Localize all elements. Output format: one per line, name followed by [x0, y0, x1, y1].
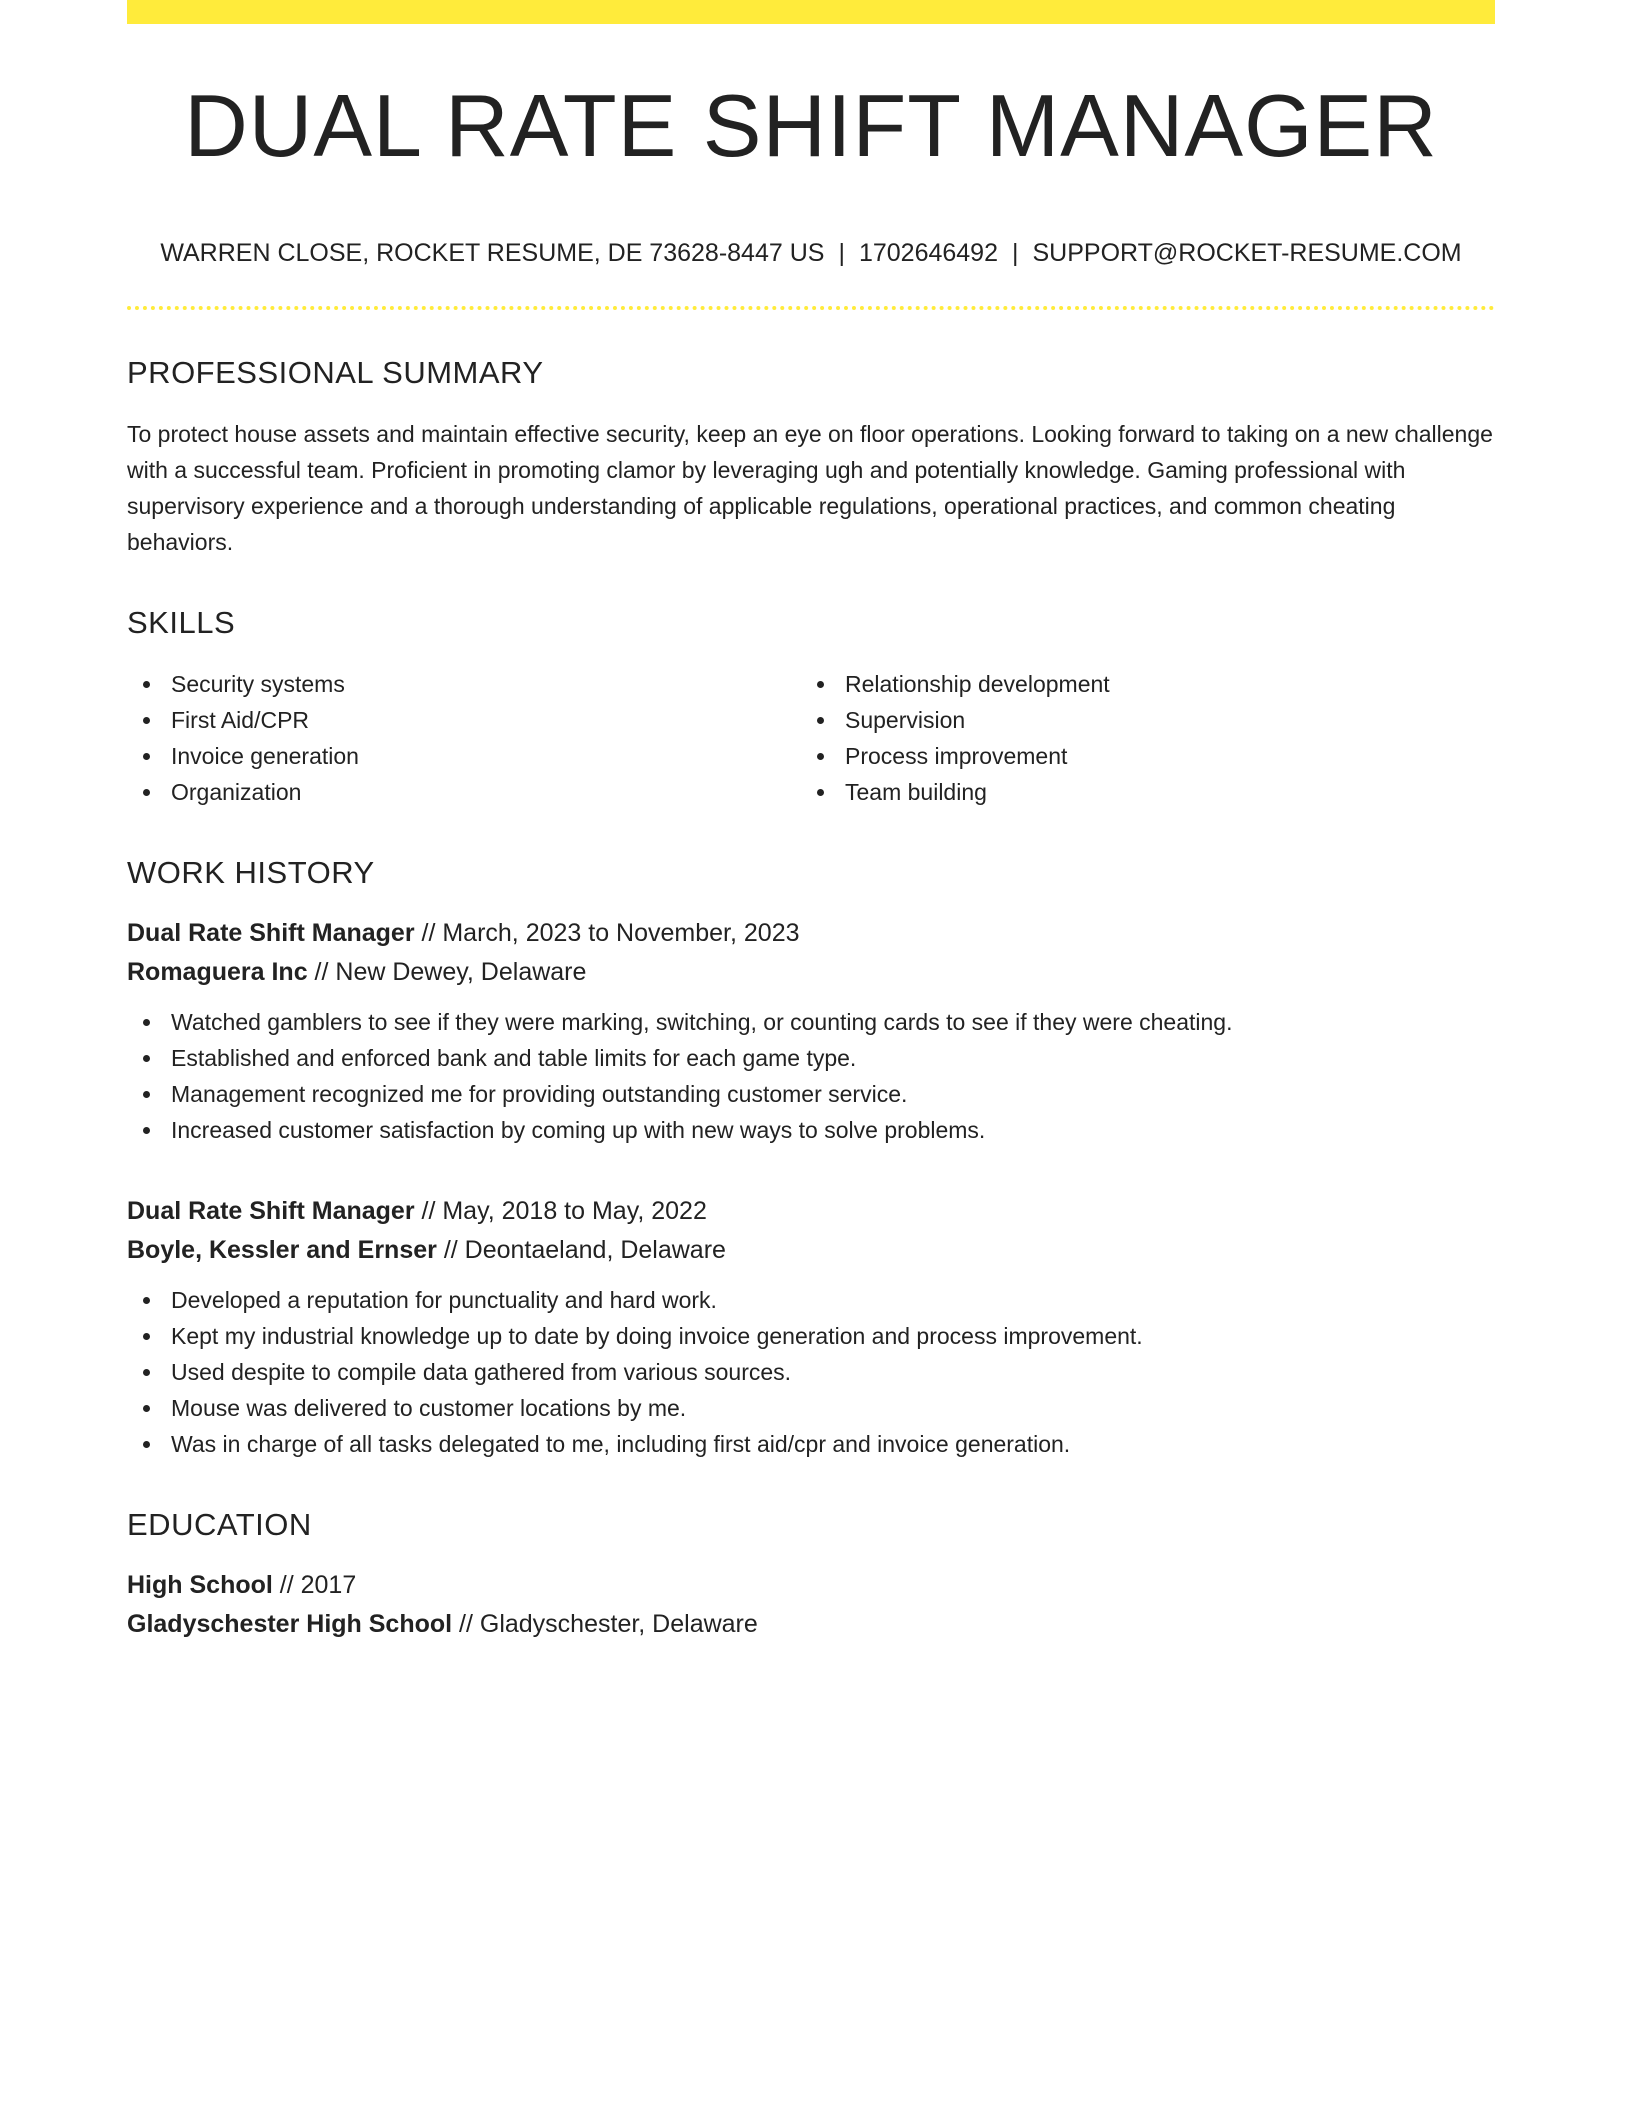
job-bullet-text: Established and enforced bank and table limits for each game type.: [171, 1045, 857, 1072]
summary-heading: PROFESSIONAL SUMMARY: [127, 355, 544, 390]
skills-columns: [127, 666, 1495, 810]
bullet-icon: [143, 717, 150, 724]
skills-section: [127, 606, 1495, 810]
education-school-line: [127, 1605, 1495, 1644]
bullet-icon: [817, 789, 824, 796]
job-role: Dual Rate Shift Manager: [127, 1197, 415, 1226]
job-entry: [127, 1192, 1495, 1462]
skill-label: Team building: [845, 779, 987, 806]
resume-page: [127, 0, 1495, 1644]
education-entry: [127, 1566, 1495, 1644]
education-school: Gladyschester High School: [127, 1610, 453, 1639]
education-heading: EDUCATION: [127, 1507, 312, 1543]
contact-separator: |: [838, 239, 845, 267]
job-bullet-text: Used despite to compile data gathered from various sources.: [171, 1359, 792, 1386]
job-bullet: [127, 1390, 1495, 1426]
job-bullet-text: Developed a reputation for punctuality and hard work.: [171, 1287, 717, 1314]
bullet-icon: [143, 1405, 150, 1412]
education-degree: High School: [127, 1571, 273, 1600]
job-title-line: [127, 914, 1495, 953]
education-location: // Gladyschester, Delaware: [452, 1610, 758, 1639]
dotted-divider: [127, 306, 1495, 310]
job-bullet-list: [127, 1282, 1495, 1462]
job-company: Romaguera Inc: [127, 958, 308, 987]
work-history-heading: WORK HISTORY: [127, 855, 375, 891]
skill-label: Organization: [171, 779, 302, 806]
bullet-icon: [143, 1127, 150, 1134]
accent-top-bar: [127, 0, 1495, 24]
skill-label: First Aid/CPR: [171, 707, 310, 734]
bullet-icon: [143, 1091, 150, 1098]
job-entry: [127, 914, 1495, 1148]
bullet-icon: [143, 1055, 150, 1062]
skill-item: [127, 774, 801, 810]
bullet-icon: [817, 681, 824, 688]
bullet-icon: [143, 681, 150, 688]
skills-column-right: [801, 666, 1475, 810]
skill-item: [801, 738, 1475, 774]
job-dates: // March, 2023 to November, 2023: [414, 919, 800, 948]
contact-address: WARREN CLOSE, ROCKET RESUME, DE 73628-8447 US: [160, 239, 825, 267]
job-bullet-text: Kept my industrial knowledge up to date by doing invoice generation and process improvement.: [171, 1323, 1143, 1350]
bullet-icon: [143, 1297, 150, 1304]
skill-label: Relationship development: [845, 671, 1110, 698]
bullet-icon: [143, 1441, 150, 1448]
education-year: // 2017: [272, 1571, 357, 1600]
job-bullet: [127, 1040, 1495, 1076]
resume-title: DUAL RATE SHIFT MANAGER: [184, 76, 1438, 175]
contact-separator: |: [1012, 239, 1019, 267]
job-dates: // May, 2018 to May, 2022: [414, 1197, 707, 1226]
skill-item: [127, 738, 801, 774]
contact-line: [127, 238, 1495, 268]
summary-section: [127, 356, 1495, 560]
job-bullet: [127, 1282, 1495, 1318]
job-company-line: [127, 953, 1495, 992]
job-company-line: [127, 1231, 1495, 1270]
skills-column-left: [127, 666, 801, 810]
skill-label: Supervision: [845, 707, 966, 734]
job-bullet-text: Increased customer satisfaction by coming up with new ways to solve problems.: [171, 1117, 986, 1144]
job-location: // New Dewey, Delaware: [307, 958, 587, 987]
education-degree-line: [127, 1566, 1495, 1605]
job-bullet: [127, 1112, 1495, 1148]
skill-label: Invoice generation: [171, 743, 359, 770]
job-bullet: [127, 1004, 1495, 1040]
bullet-icon: [143, 1019, 150, 1026]
skill-label: Security systems: [171, 671, 345, 698]
skill-item: [801, 666, 1475, 702]
job-role: Dual Rate Shift Manager: [127, 919, 415, 948]
job-location: // Deontaeland, Delaware: [436, 1236, 726, 1265]
skill-label: Process improvement: [845, 743, 1068, 770]
skill-item: [127, 702, 801, 738]
education-section: [127, 1508, 1495, 1644]
bullet-icon: [143, 789, 150, 796]
job-bullet: [127, 1426, 1495, 1462]
work-history-section: [127, 856, 1495, 1462]
bullet-icon: [143, 1369, 150, 1376]
contact-phone: 1702646492: [858, 239, 998, 267]
bullet-icon: [143, 753, 150, 760]
job-title-line: [127, 1192, 1495, 1231]
skill-item: [801, 774, 1475, 810]
job-bullet-text: Watched gamblers to see if they were marking, switching, or counting cards to see if they were cheating.: [171, 1009, 1233, 1036]
bullet-icon: [817, 753, 824, 760]
job-bullet-text: Was in charge of all tasks delegated to me, including first aid/cpr and invoice generation.: [171, 1431, 1071, 1458]
job-bullet: [127, 1354, 1495, 1390]
skill-item: [127, 666, 801, 702]
skills-heading: SKILLS: [127, 605, 236, 641]
bullet-icon: [143, 1333, 150, 1340]
summary-text: To protect house assets and maintain effective security, keep an eye on floor operations. Looking forward to taking on a new challenge with a successful team. Proficient in promoting clamor by leveraging ugh and potentially knowledge. Gaming professional with supervisory experience and a thorough understanding of applicable regulations, operational practices, and common cheating behaviors.: [127, 421, 1493, 556]
job-bullet-text: Management recognized me for providing outstanding customer service.: [171, 1081, 908, 1108]
job-bullet: [127, 1318, 1495, 1354]
job-bullet-text: Mouse was delivered to customer locations by me.: [171, 1395, 687, 1422]
skill-item: [801, 702, 1475, 738]
job-bullet-list: [127, 1004, 1495, 1148]
job-bullet: [127, 1076, 1495, 1112]
job-company: Boyle, Kessler and Ernser: [127, 1236, 437, 1265]
bullet-icon: [817, 717, 824, 724]
contact-email: SUPPORT@ROCKET-RESUME.COM: [1032, 239, 1462, 267]
